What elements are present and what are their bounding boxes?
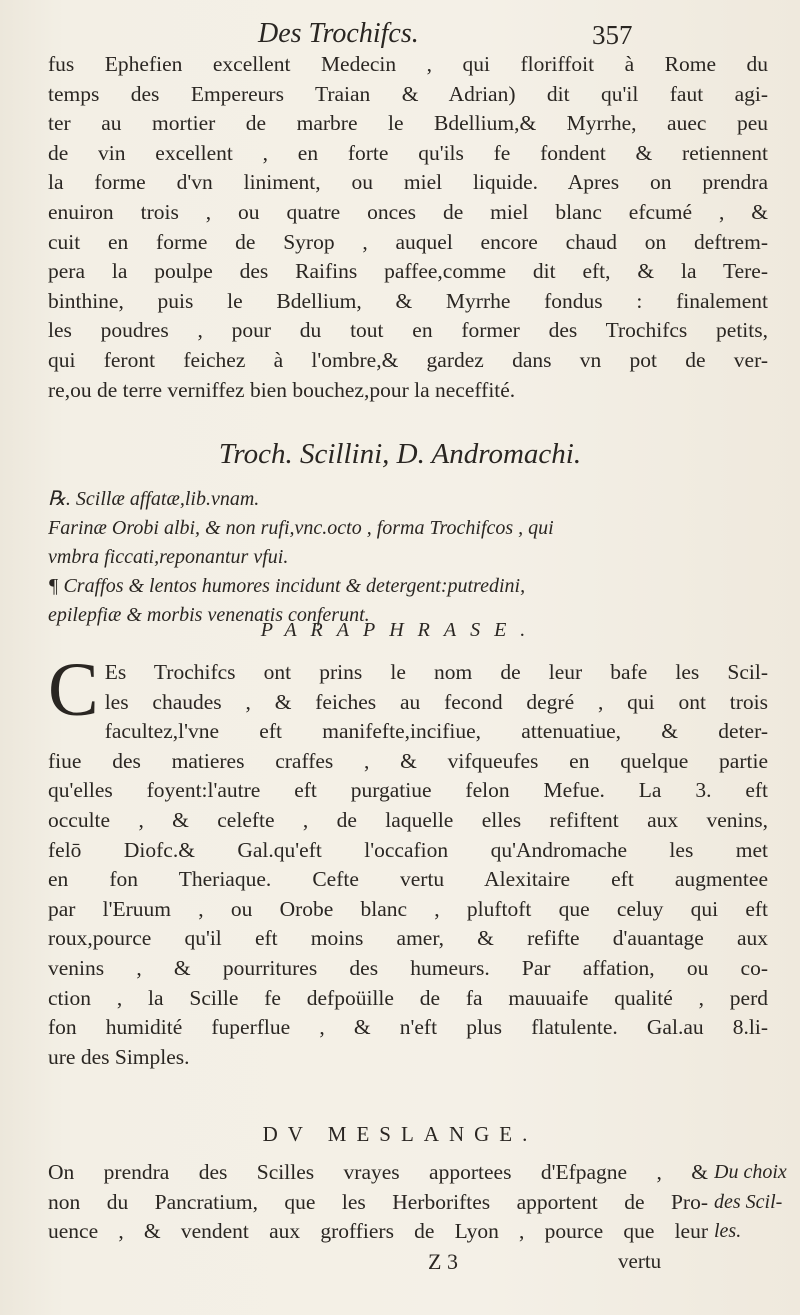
text-line: cuit en forme de Syrop , auquel encore chaud on deftrem-	[48, 229, 768, 254]
text-line: par l'Eruum , ou Orobe blanc , pluftoft que celuy qui eft	[48, 896, 768, 921]
text-line: les poudres , pour du tout en former des Trochifcs petits,	[48, 318, 768, 343]
text-line: re,ou de terre verniffez bien bouchez,pour la neceffité.	[48, 377, 516, 402]
recipe-line: epilepfiæ & morbis venenatis conferunt.	[48, 604, 370, 626]
text-line: binthine, puis le Bdellium, & Myrrhe fondus : finalement	[48, 288, 768, 313]
margin-note-line: les.	[714, 1220, 742, 1243]
margin-note-line: des Scil-	[714, 1190, 783, 1213]
text-line: fon humidité fuperflue , & n'eft plus flatulente. Gal.au 8.li-	[48, 1015, 768, 1040]
text-line: venins , & pourritures des humeurs. Par affation, ou co-	[48, 955, 768, 980]
paraphrase-heading: PARAPHRASE.	[260, 619, 540, 641]
running-title: Des Trochifcs.	[258, 18, 419, 49]
text-line: ter au mortier de marbre le Bdellium,& Myrrhe, auec peu	[48, 111, 768, 136]
text-line: pera la poulpe des Raifins paffee,comme dit eft, & la Tere-	[48, 259, 768, 284]
page-header	[0, 12, 800, 52]
text-line: ction , la Scille fe defpoüille de fa mauuaife qualité , perd	[48, 985, 768, 1010]
text-line: roux,pource qu'il eft moins amer, & refifte d'auantage aux	[48, 926, 768, 951]
text-line: fus Ephefien excellent Medecin , qui floriffoit à Rome du	[48, 52, 768, 76]
paragraph-paraphrase	[48, 648, 768, 1072]
section-title: Troch. Scillini, D. Andromachi.	[218, 438, 582, 470]
text-line: felō Diofc.& Gal.qu'eft l'occafion qu'Andromache les met	[48, 837, 768, 862]
recipe-line: Farinæ Orobi albi, & non rufi,vnc.octo , forma Trochifcos , qui	[48, 517, 554, 539]
catchword: vertu	[618, 1249, 662, 1273]
text-line: fiue des matieres craffes , & vifqueufes en quelque partie	[48, 748, 768, 773]
text-line: uence , & vendent aux groffiers de Lyon , pource que leur	[48, 1219, 708, 1244]
drop-cap: C	[48, 648, 99, 732]
text-line: occulte , & celefte , de laquelle elles refiftent aux venins,	[48, 807, 768, 832]
text-line: facultez,l'vne eft manifefte,incifiue, attenuatiue, & deter-	[104, 719, 768, 744]
text-line: non du Pancratium, que les Herboriftes apportent de Pro-	[48, 1189, 708, 1214]
margin-note	[714, 1158, 800, 1247]
recipe-line: ¶ Craffos & lentos humores incidunt & detergent:putredini,	[48, 575, 526, 597]
text-line: ure des Simples.	[48, 1044, 190, 1069]
text-line: la forme d'vn liniment, ou miel liquide. Apres on prendra	[48, 170, 768, 195]
meslange-heading: DV MESLANGE.	[262, 1122, 538, 1146]
paragraph-meslange	[48, 1158, 708, 1247]
recipe-line: vmbra ficcati,reponantur vfui.	[48, 546, 289, 568]
signature-mark: Z 3	[428, 1249, 458, 1274]
text-line: On prendra des Scilles vrayes apportees d'Efpagne , &	[48, 1160, 708, 1184]
text-line: qui feront feichez à l'ombre,& gardez dans vn pot de ver-	[48, 347, 768, 372]
text-line: en fon Theriaque. Cefte vertu Alexitaire eft augmentee	[48, 867, 768, 892]
text-line: enuiron trois , ou quatre onces de miel blanc efcumé , &	[48, 199, 768, 224]
text-line: temps des Empereurs Traian & Adrian) dit qu'il faut agi-	[48, 81, 768, 106]
text-line: de vin excellent , en forte qu'ils fe fondent & retiennent	[48, 140, 768, 165]
latin-recipe	[48, 485, 768, 630]
text-line: les chaudes , & feiches au fecond degré , qui ont trois	[104, 689, 768, 714]
paragraph-preparation	[48, 50, 768, 405]
page-number: 357	[592, 20, 633, 50]
text-line: qu'elles foyent:l'autre eft purgatiue felon Mefue. La 3. eft	[48, 778, 768, 803]
text-line: Es Trochifcs ont prins le nom de leur bafe les Scil-	[104, 660, 768, 684]
recipe-line: ℞. Scillæ affatæ,lib.vnam.	[48, 488, 260, 510]
margin-note-line: Du choix	[714, 1161, 787, 1183]
